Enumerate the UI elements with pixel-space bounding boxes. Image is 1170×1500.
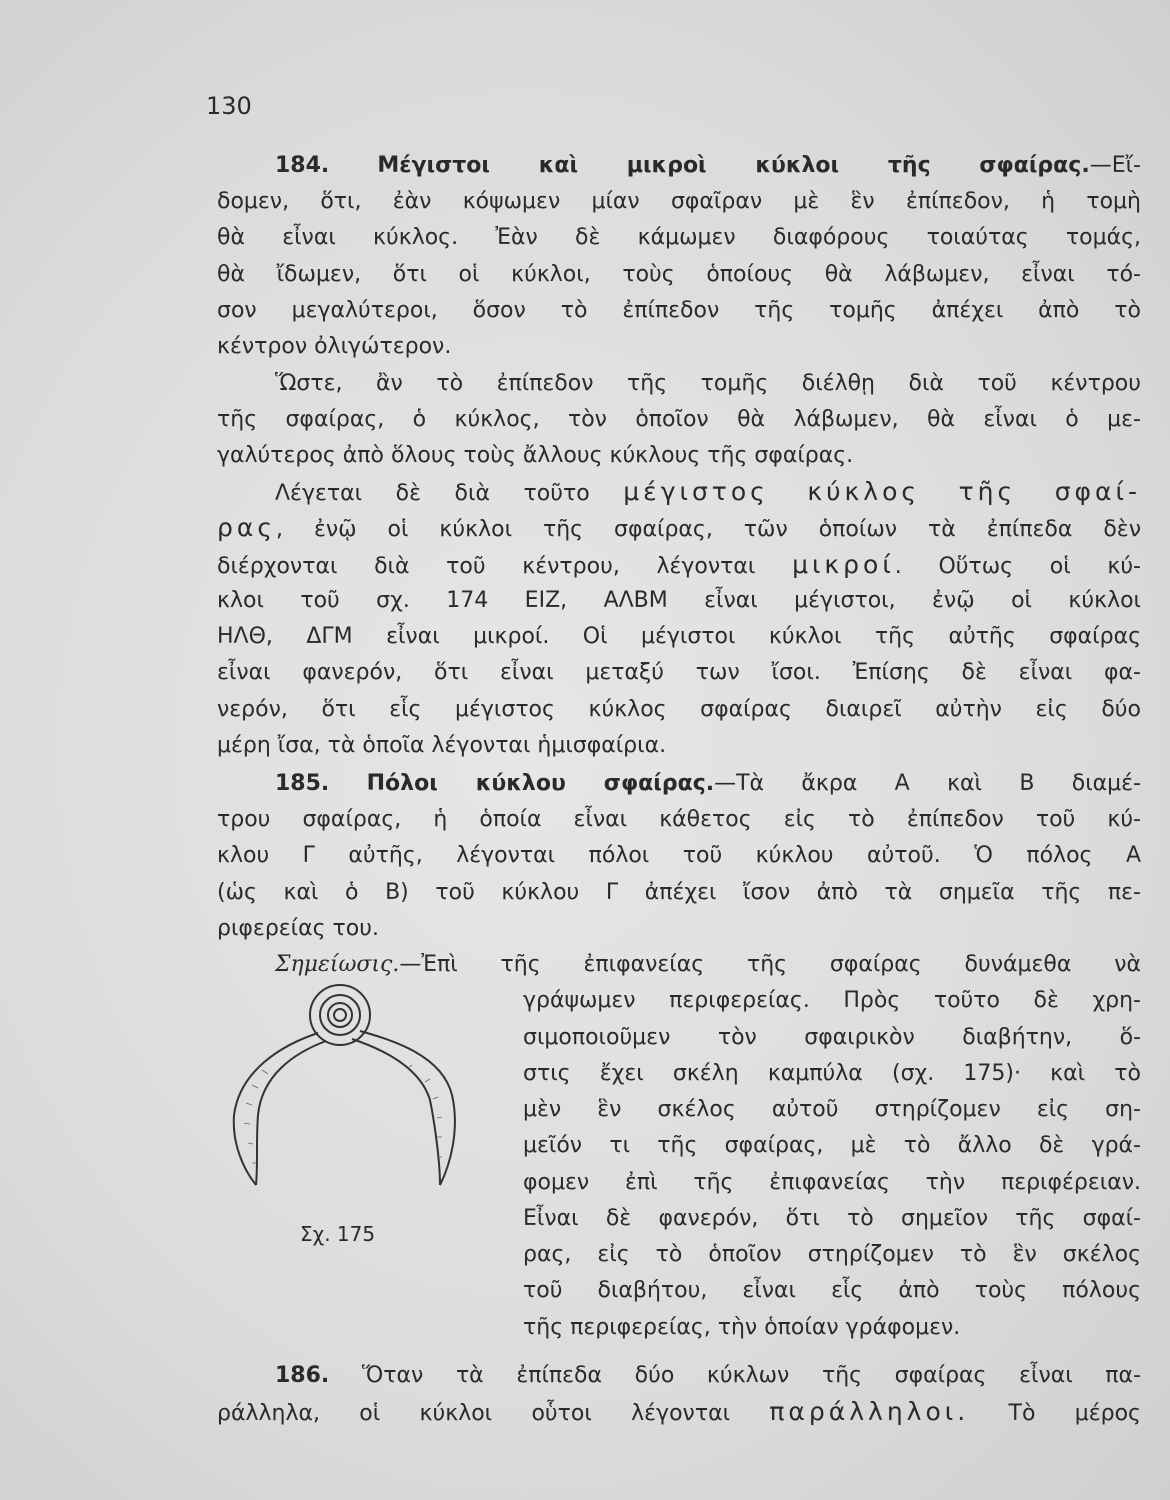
spaced-term: ρας bbox=[217, 513, 277, 542]
note-heading: Σημείωσις.—Ἐπὶ τῆς ἐπιφανείας τῆς σφαίρας δυνάμεθα νὰ bbox=[275, 952, 1141, 977]
text-line: τοῦ διαβήτου, εἶναι εἷς ἀπὸ τοὺς πόλους bbox=[523, 1278, 1141, 1303]
text-line: κλοι τοῦ σχ. 174 ΕΙΖ, ΑΛΒΜ εἶναι μέγιστοι, ἐνῷ οἱ κύκλοι bbox=[217, 588, 1141, 613]
text-line: 186. Ὅταν τὰ ἐπίπεδα δύο κύκλων τῆς σφαίρας εἶναι πα- bbox=[275, 1363, 1141, 1388]
spherical-caliper-figure bbox=[222, 975, 472, 1190]
text-line: ριφερείας του. bbox=[217, 916, 379, 941]
text-line: ράλληλα, οἱ κύκλοι οὗτοι λέγονται παράλληλοι. Τὸ μέρος bbox=[217, 1397, 1141, 1426]
figure-caption: Σχ. 175 bbox=[300, 1222, 376, 1246]
text-line: κλου Γ αὐτῆς, λέγονται πόλοι τοῦ κύκλου αὐτοῦ. Ὁ πόλος Α bbox=[217, 843, 1141, 868]
note-label: Σημείωσις. bbox=[275, 952, 400, 977]
text-line: σον μεγαλύτεροι, ὅσον τὸ ἐπίπεδον τῆς τομῆς ἀπέχει ἀπὸ τὸ bbox=[217, 298, 1141, 323]
text-line: διέρχονται διὰ τοῦ κέντρου, λέγονται μικροί. Οὕτως οἱ κύ- bbox=[217, 550, 1141, 579]
text-line: Λέγεται δὲ διὰ τοῦτο μέγιστος κύκλος τῆς σφαί- bbox=[275, 477, 1141, 506]
text-line: γαλύτερος ἀπὸ ὅλους τοὺς ἄλλους κύκλους τῆς σφαίρας. bbox=[217, 443, 854, 468]
spaced-term: παράλληλοι. bbox=[769, 1397, 970, 1426]
text-line: ρας, εἰς τὸ ὁποῖον στηρίζομεν τὸ ἓν σκέλος bbox=[523, 1242, 1141, 1267]
section-184-heading: 184. Μέγιστοι καὶ μικροὶ κύκλοι τῆς σφαίρας.—Εἴ- bbox=[275, 153, 1141, 178]
text-line: κέντρον ὀλιγώτερον. bbox=[217, 334, 452, 359]
text-line: μεῖόν τι τῆς σφαίρας, μὲ τὸ ἄλλο δὲ γρά- bbox=[523, 1133, 1141, 1158]
text-line: δομεν, ὅτι, ἐὰν κόψωμεν μίαν σφαῖραν μὲ ἓν ἐπίπεδον, ἡ τομὴ bbox=[217, 189, 1141, 214]
text-line: φομεν ἐπὶ τῆς ἐπιφανείας τὴν περιφέρειαν. bbox=[523, 1170, 1141, 1195]
text-line: εἶναι φανερόν, ὅτι εἶναι μεταξύ των ἴσοι. Ἐπίσης δὲ εἶναι φα- bbox=[217, 660, 1141, 685]
text-line: σιμοποιοῦμεν τὸν σφαιρικὸν διαβήτην, ὅ- bbox=[523, 1025, 1141, 1050]
page-number: 130 bbox=[206, 92, 252, 120]
text-line: τῆς σφαίρας, ὁ κύκλος, τὸν ὁποῖον θὰ λάβωμεν, θὰ εἶναι ὁ με- bbox=[217, 407, 1141, 432]
text-line: (ὡς καὶ ὁ Β) τοῦ κύκλου Γ ἀπέχει ἴσον ἀπὸ τὰ σημεῖα τῆς πε- bbox=[217, 880, 1141, 905]
text-line: νερόν, ὅτι εἷς μέγιστος κύκλος σφαίρας διαιρεῖ αὐτὴν εἰς δύο bbox=[217, 697, 1141, 722]
section-185-heading: 185. Πόλοι κύκλου σφαίρας.—Τὰ ἄκρα Α καὶ Β διαμέ- bbox=[275, 771, 1141, 796]
text-line: ΗΛΘ, ΔΓΜ εἶναι μικροί. Οἱ μέγιστοι κύκλοι τῆς αὐτῆς σφαίρας bbox=[217, 624, 1141, 649]
text-line: θὰ ἴδωμεν, ὅτι οἱ κύκλοι, τοὺς ὁποίους θὰ λάβωμεν, εἶναι τό- bbox=[217, 262, 1141, 287]
text-line: γράψωμεν περιφερείας. Πρὸς τοῦτο δὲ χρη- bbox=[523, 988, 1141, 1013]
spaced-term: μέγιστος κύκλος τῆς σφαί- bbox=[623, 477, 1141, 506]
spaced-term: μικροί bbox=[792, 550, 895, 579]
text-line: μὲν ἓν σκέλος αὐτοῦ στηρίζομεν εἰς ση- bbox=[523, 1097, 1141, 1122]
text-line: τῆς περιφερείας, τὴν ὁποίαν γράφομεν. bbox=[523, 1315, 961, 1340]
text-line: ρας, ἐνῷ οἱ κύκλοι τῆς σφαίρας, τῶν ὁποίων τὰ ἐπίπεδα δὲν bbox=[217, 513, 1141, 542]
text-line: Ὥστε, ἂν τὸ ἐπίπεδον τῆς τομῆς διέλθῃ διὰ τοῦ κέντρου bbox=[275, 371, 1141, 396]
text-line: στις ἔχει σκέλη καμπύλα (σχ. 175)· καὶ τὸ bbox=[523, 1061, 1141, 1086]
text-line: τρου σφαίρας, ἡ ὁποία εἶναι κάθετος εἰς τὸ ἐπίπεδον τοῦ κύ- bbox=[217, 807, 1141, 832]
text-line: μέρη ἴσα, τὰ ὁποῖα λέγονται ἡμισφαίρια. bbox=[217, 733, 667, 758]
text-line: θὰ εἶναι κύκλος. Ἐὰν δὲ κάμωμεν διαφόρους τοιαύτας τομάς, bbox=[217, 225, 1141, 250]
text-line: Εἶναι δὲ φανερόν, ὅτι τὸ σημεῖον τῆς σφαί- bbox=[523, 1206, 1141, 1231]
